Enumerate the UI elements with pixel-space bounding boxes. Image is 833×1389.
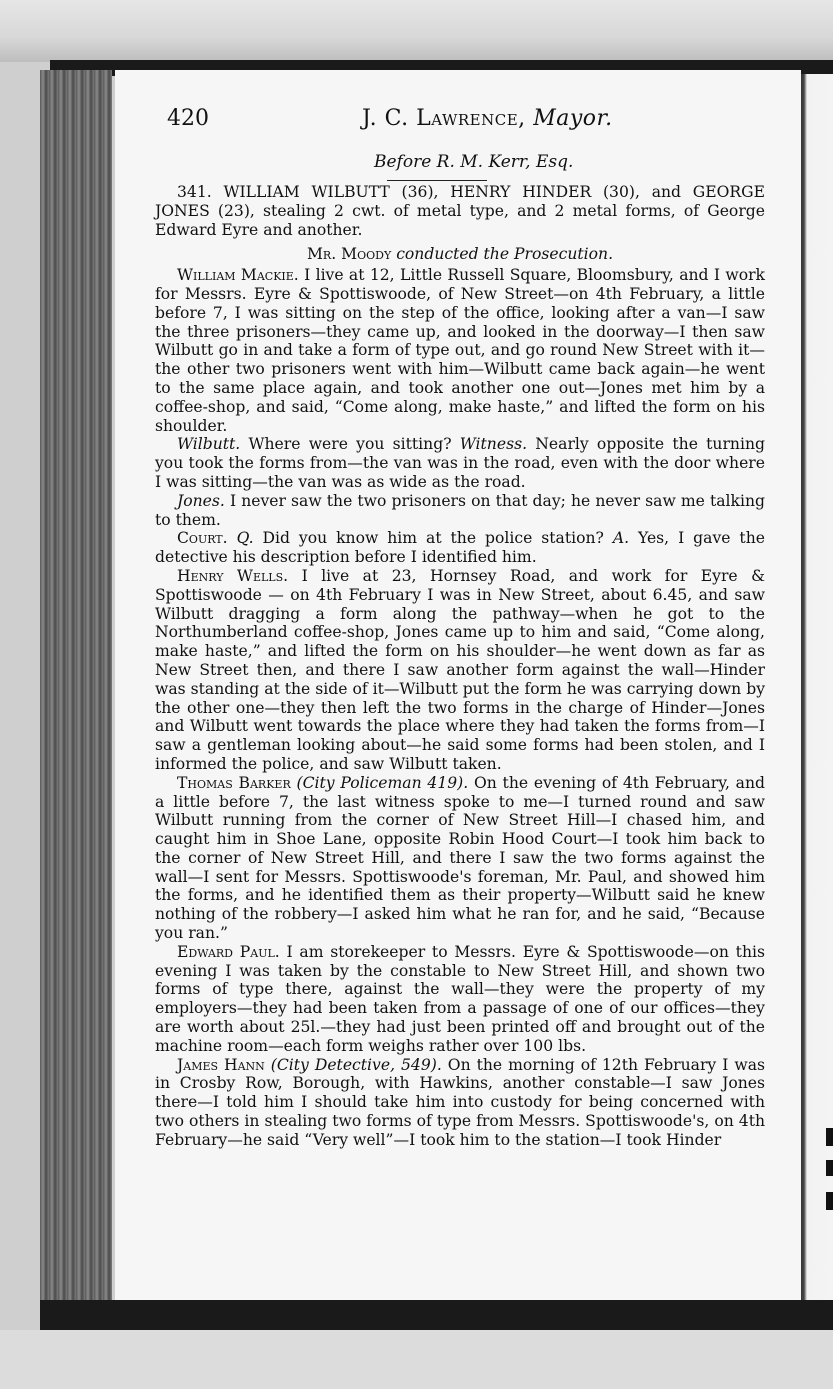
book-page [115,70,801,1304]
speaker-name: William Mackie. [177,266,299,285]
testimony-paragraph [155,435,765,491]
mayor-name: J. C. Lawrence, [362,106,526,131]
testimony-text: I live at 23, Hornsey Road, and work for Eyre & Spottiswoode — on 4th February I was in New Street, about 6.45, and saw Wilbutt dragging a form along the pathway—when he got to the Northumberland coffee-shop, Jones came up to him and said, “Come along, make haste,” and lifted the form on his shoulder—he went down as far as New Street then, and there I saw another form against the wall—Hinder was standing at the side of it—Wilbutt put the form he was carrying down by the other one—they then left the two forms in the charge of Hinder—Jones and Wilbutt went towards the place where they had taken the forms from—I saw a gentleman looking about—he said some forms had been stolen, and I informed the police, and saw Wilbutt taken. [155,566,765,773]
testimony-paragraph [155,266,765,435]
court-sub-heading: Before R. M. Kerr, Esq. [374,152,574,172]
testimony-paragraph [155,943,765,1056]
scan-background-bottom [0,1330,833,1389]
facing-page-edge [798,74,833,1304]
answer-label: A. [612,529,630,548]
testimony-text: I am storekeeper to Messrs. Eyre & Spottiswoode—on this evening I was taken by the constable to New Street Hill, and shown two forms of type there, against the wall—they were the property of my employers—they had been taken from a passage of one of our offices—they are worth about 25l.—they had just been printed off and brought out of the machine room—each form weighs rather over 100 lbs. [155,942,765,1055]
facing-page-mark [826,1160,833,1176]
mayor-role: Mayor. [533,106,613,131]
page-number: 420 [167,106,209,131]
page-bottom-shadow [40,1300,833,1330]
speaker-name: Thomas Barker [177,773,291,792]
testimony-text: Did you know him at the police station? [262,529,604,548]
page-body [155,183,765,1150]
speaker-name: Jones. [177,491,225,510]
testimony-text: On the morning of 12th February I was in Crosby Row, Borough, with Hawkins, another constable—I saw Jones there—I told him I should take him into custody for being concerned with two others in stealing two forms of type from Messrs. Spottiswoode's, on 4th February—he said “Very well”—I took him to the station—I took Hinder [155,1055,765,1149]
prosecution-line [155,245,765,264]
speaker-role: (City Policeman 419). [296,773,469,792]
scan-background-top [0,0,833,62]
testimony-text: Yes, I gave the detective his description before I identified him. [155,529,765,567]
speaker-role: (City Detective, 549). [270,1055,442,1074]
court-label: Court. [177,529,228,548]
speaker-name: Edward Paul. [177,942,280,961]
running-title [362,106,613,131]
heading-rule [387,180,487,181]
testimony-text: On the evening of 4th February, and a little before 7, the last witness spoke to me—I turned round and saw Wilbutt running from the corner of New Street Hill—I chased him, and caught him in Shoe Lane, opposite Robin Hood Court—I took him back to the corner of New Street Hill, and there I saw the two forms against the wall—I sent for Messrs. Spottiswoode's foreman, Mr. Paul, and showed him the forms, and he identified them as their property—Wilbutt said he knew nothing of the robbery—I asked him what he ran for, and he said, “Because you ran.” [155,773,766,943]
testimony-text: I never saw the two prisoners on that day; he never saw me talking to them. [155,491,765,529]
case-opening: 341. WILLIAM WILBUTT (36), HENRY HINDER (30), and GEORGE JONES (23), stealing 2 cwt. of metal type, and 2 metal forms, of George Edward Eyre and another. [155,183,765,239]
running-header [167,106,767,136]
speaker-name: Wilbutt. [177,435,241,454]
prosecutor-name: Mr. Moody [306,245,392,264]
prosecution-text: conducted the Prosecution. [396,245,614,264]
testimony-paragraph [155,774,765,943]
testimony-paragraph [155,1056,765,1150]
facing-page-mark [826,1192,833,1210]
testimony-paragraph [155,492,765,530]
testimony-paragraph [155,529,765,567]
witness-label: Witness. [459,435,528,454]
speaker-name: Henry Wells. [177,566,289,585]
facing-page-mark [826,1128,833,1146]
testimony-paragraph [155,567,765,774]
speaker-name: James Hann [177,1055,265,1074]
question-label: Q. [236,529,254,548]
testimony-text: Nearly opposite the turning you took the forms from—the van was in the road, even with the door where I was sitting—the van was as wide as the road. [155,435,765,491]
book-spine-edge [40,70,112,1305]
testimony-text: I live at 12, Little Russell Square, Bloomsbury, and I work for Messrs. Eyre & Spottiswoode, of New Street—on 4th February, a little before 7, I was sitting on the step of the office, looking after a van—I saw the three prisoners—they came up, and looked in the doorway—I then saw Wilbutt go in and take a form of type out, and go round New Street with it—the other two prisoners went with him—Wilbutt came back again—he went to the same place again, and took another one out—Jones met him by a coffee-shop, and said, “Come along, make haste,” and lifted the form on his shoulder. [155,266,765,435]
testimony-text: Where were you sitting? [248,435,452,454]
